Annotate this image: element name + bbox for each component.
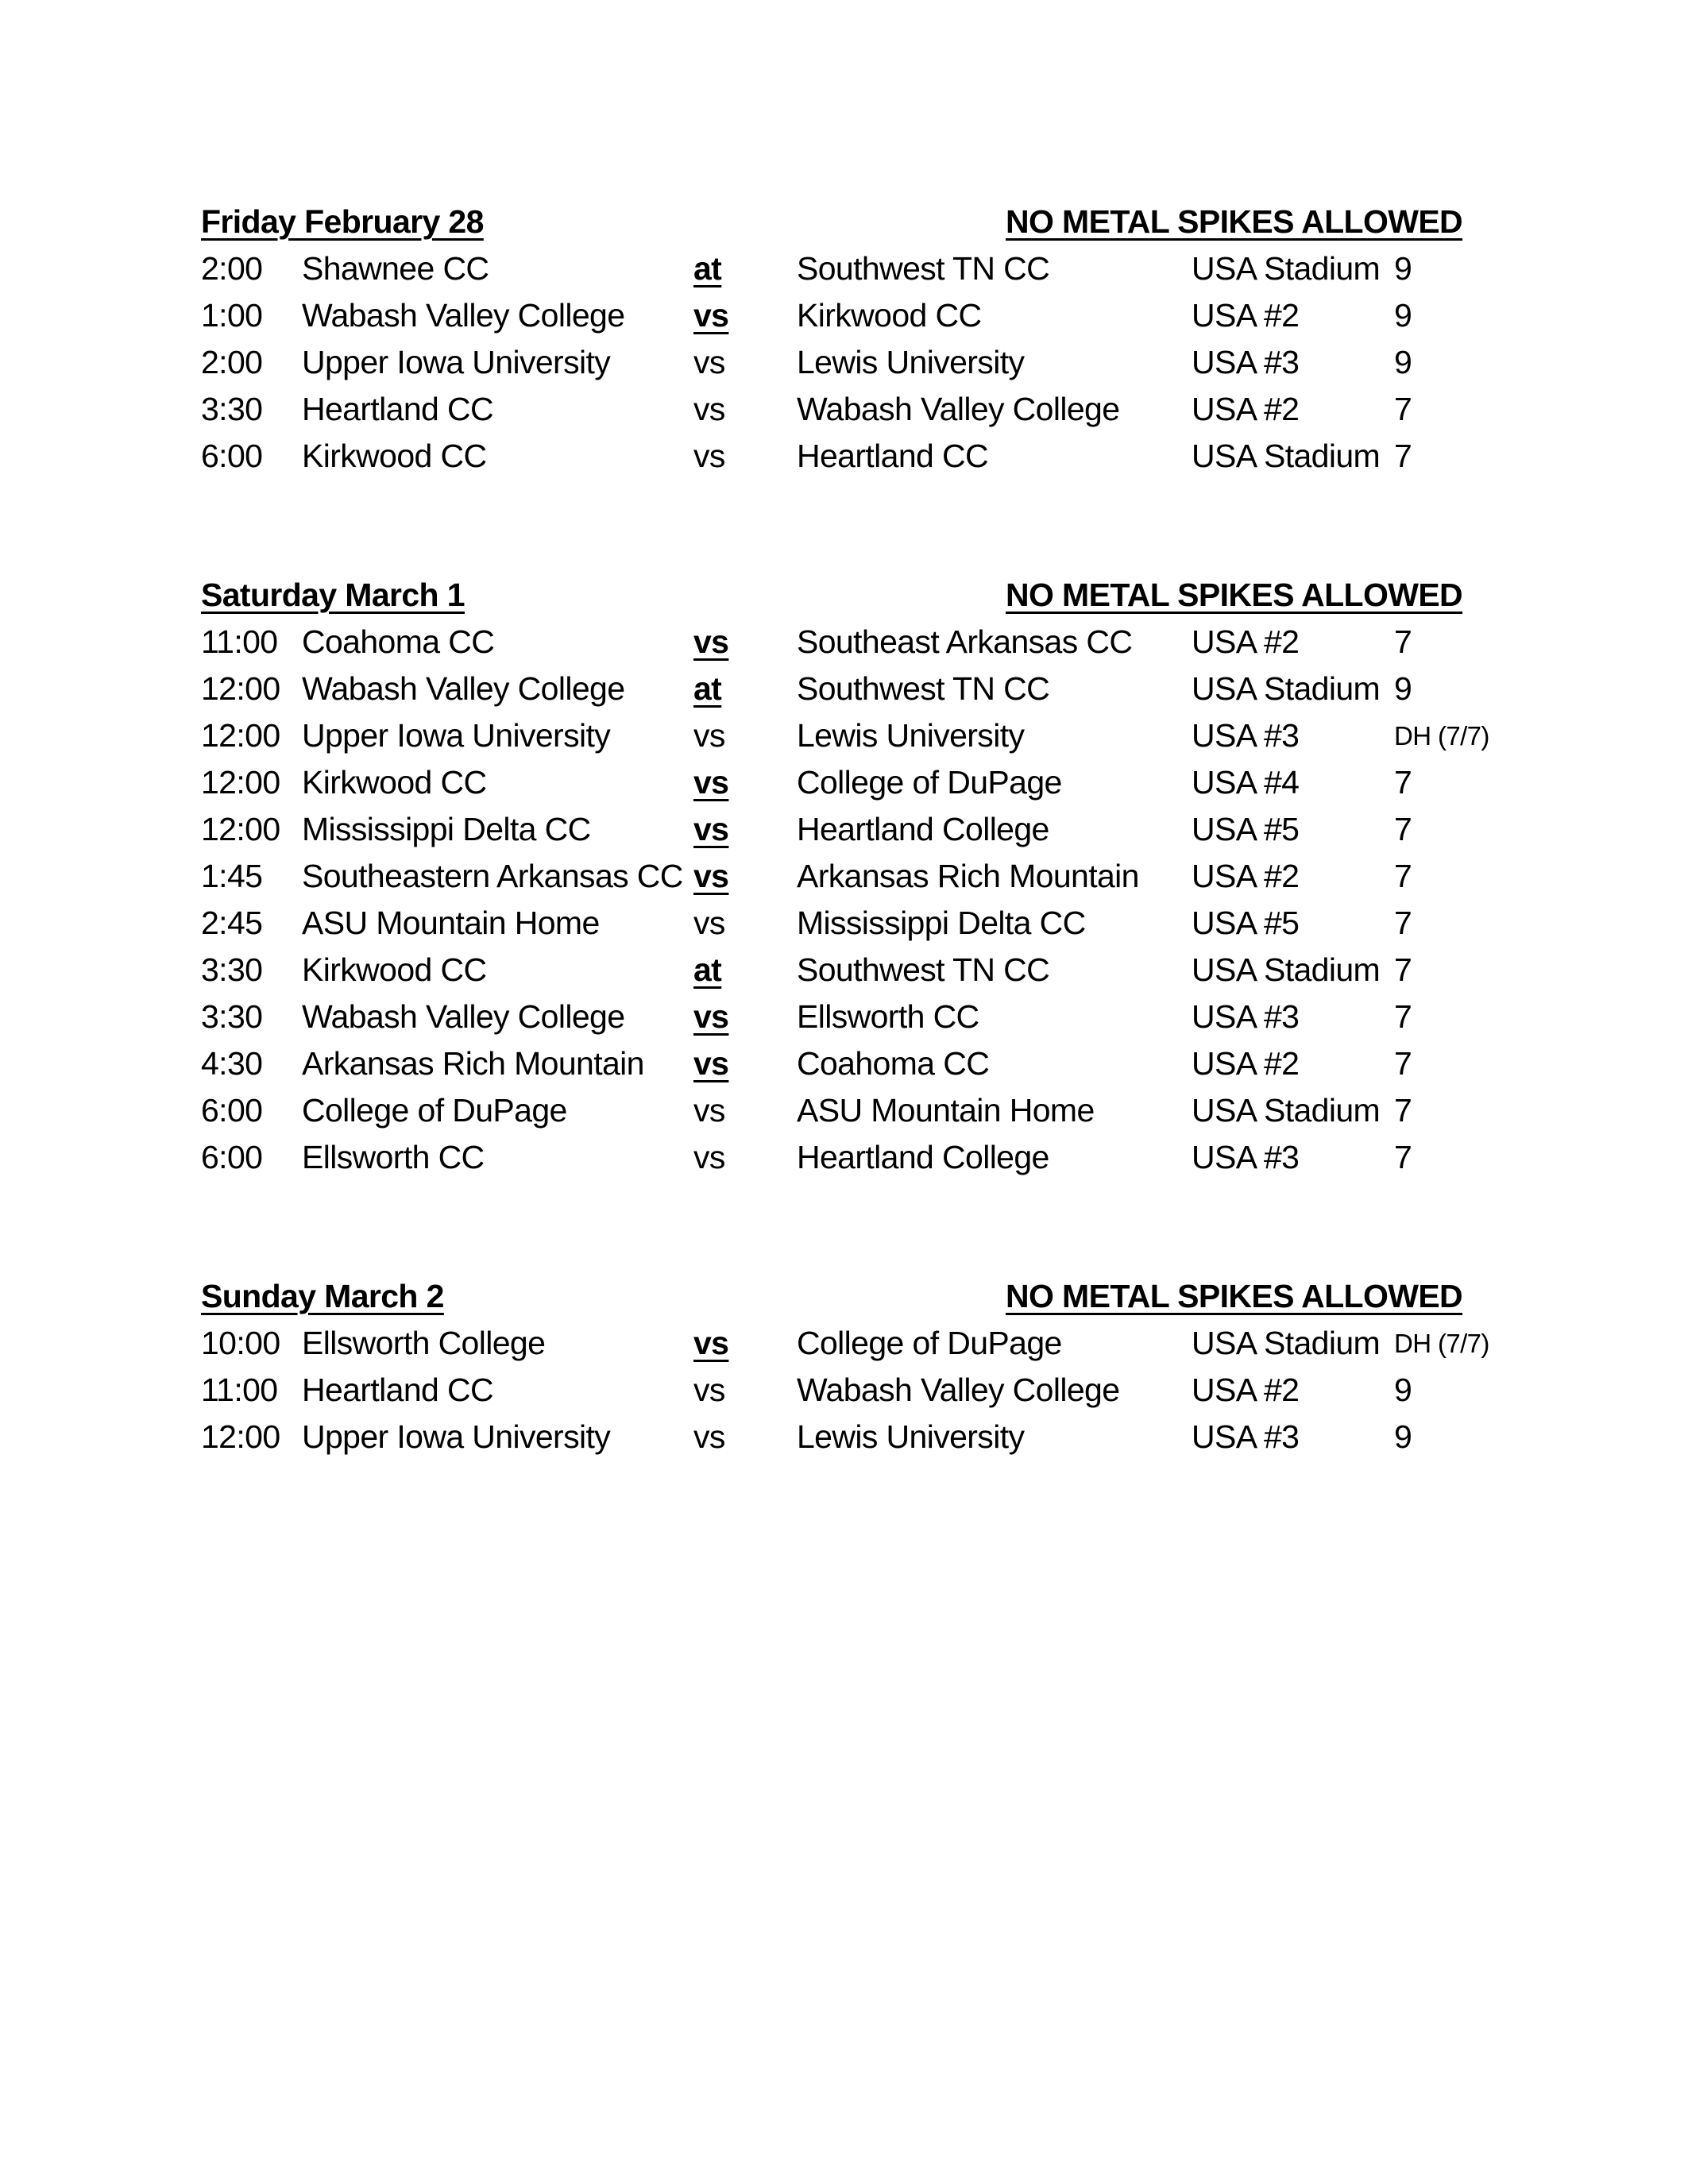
second-team: ASU Mountain Home [797,1092,1095,1129]
venue: USA #2 [1192,297,1300,334]
first-team: Kirkwood CC [302,764,487,801]
first-team: College of DuPage [302,1092,567,1129]
day-heading: Sunday March 2 [201,1278,444,1314]
second-team: Southwest TN CC [797,951,1050,988]
game-row [201,619,1591,666]
game-time: 10:00 [201,1325,280,1361]
innings-count: 7 [1394,858,1412,894]
innings-count: 7 [1394,1139,1412,1175]
innings-count: 9 [1394,1418,1412,1455]
second-team: Southeast Arkansas CC [797,623,1133,660]
innings-count: 7 [1394,998,1412,1035]
second-team: Wabash Valley College [797,1372,1120,1408]
matchup-conjunction: vs [693,623,729,660]
venue: USA #5 [1192,905,1300,941]
second-team: Heartland CC [797,438,989,474]
game-row [201,1367,1591,1414]
first-team: Heartland CC [302,1372,494,1408]
day-section [201,572,1591,1181]
game-time: 3:30 [201,391,263,427]
game-time: 3:30 [201,951,263,988]
first-team: Heartland CC [302,391,494,427]
game-row [201,712,1591,759]
venue: USA #2 [1192,1372,1300,1408]
first-team: Upper Iowa University [302,717,611,754]
innings-count: DH (7/7) [1394,1329,1489,1358]
second-team: Southwest TN CC [797,250,1050,287]
matchup-conjunction: vs [693,438,725,474]
second-team: Heartland College [797,1139,1049,1175]
matchup-conjunction: vs [693,858,729,894]
first-team: Kirkwood CC [302,438,487,474]
game-time: 1:00 [201,297,263,334]
venue: USA #3 [1192,1418,1300,1455]
venue: USA #4 [1192,764,1300,801]
innings-count: 9 [1394,670,1412,707]
first-team: Mississippi Delta CC [302,811,591,847]
section-rows [201,619,1591,1181]
first-team: Arkansas Rich Mountain [302,1045,644,1082]
matchup-conjunction: vs [693,998,729,1035]
game-row [201,386,1591,433]
game-time: 11:00 [201,1372,278,1408]
section-rows [201,1320,1591,1461]
innings-count: 7 [1394,811,1412,847]
game-row [201,994,1591,1040]
day-heading: Friday February 28 [201,203,484,240]
matchup-conjunction: vs [693,391,725,427]
matchup-conjunction: at [693,250,722,287]
second-team: College of DuPage [797,1325,1062,1361]
section-rows [201,245,1591,480]
game-row [201,1414,1591,1461]
second-team: Lewis University [797,344,1025,380]
first-team: Upper Iowa University [302,1418,611,1455]
day-section [201,1273,1591,1461]
innings-count: 9 [1394,344,1412,380]
game-time: 6:00 [201,1139,263,1175]
venue: USA #3 [1192,998,1300,1035]
matchup-conjunction: vs [693,1092,725,1129]
venue: USA #5 [1192,811,1300,847]
game-row [201,900,1591,947]
innings-count: 7 [1394,764,1412,801]
venue: USA Stadium [1192,670,1381,707]
game-row [201,806,1591,853]
innings-count: 7 [1394,1045,1412,1082]
game-row [201,339,1591,386]
section-heading-row [201,572,1591,619]
matchup-conjunction: vs [693,1325,729,1361]
no-metal-spikes-notice: NO METAL SPIKES ALLOWED [1006,577,1463,613]
innings-count: 9 [1394,297,1412,334]
section-heading-row [201,199,1591,245]
second-team: Coahoma CC [797,1045,990,1082]
game-time: 6:00 [201,438,263,474]
game-row [201,759,1591,806]
venue: USA #2 [1192,623,1300,660]
first-team: Wabash Valley College [302,998,625,1035]
game-row [201,1087,1591,1134]
game-row [201,853,1591,900]
first-team: Wabash Valley College [302,297,625,334]
no-metal-spikes-notice: NO METAL SPIKES ALLOWED [1006,203,1463,240]
game-row [201,1040,1591,1087]
innings-count: 7 [1394,391,1412,427]
matchup-conjunction: at [693,670,722,707]
second-team: Arkansas Rich Mountain [797,858,1139,894]
matchup-conjunction: at [693,951,722,988]
day-section [201,199,1591,480]
game-time: 6:00 [201,1092,263,1129]
matchup-conjunction: vs [693,297,729,334]
second-team: Kirkwood CC [797,297,982,334]
matchup-conjunction: vs [693,811,729,847]
venue: USA #3 [1192,344,1300,380]
venue: USA Stadium [1192,1092,1381,1129]
matchup-conjunction: vs [693,905,725,941]
first-team: Shawnee CC [302,250,489,287]
first-team: Ellsworth CC [302,1139,485,1175]
second-team: Southwest TN CC [797,670,1050,707]
schedule [201,199,1591,1461]
venue: USA #2 [1192,1045,1300,1082]
innings-count: 7 [1394,905,1412,941]
first-team: Ellsworth College [302,1325,546,1361]
matchup-conjunction: vs [693,1045,729,1082]
game-time: 2:00 [201,344,263,380]
innings-count: 9 [1394,250,1412,287]
game-time: 12:00 [201,811,280,847]
second-team: Ellsworth CC [797,998,979,1035]
game-time: 12:00 [201,764,280,801]
venue: USA #2 [1192,858,1300,894]
venue: USA #3 [1192,1139,1300,1175]
no-metal-spikes-notice: NO METAL SPIKES ALLOWED [1006,1278,1463,1314]
second-team: Mississippi Delta CC [797,905,1086,941]
first-team: Kirkwood CC [302,951,487,988]
first-team: Upper Iowa University [302,344,611,380]
matchup-conjunction: vs [693,1139,725,1175]
game-row [201,245,1591,292]
venue: USA Stadium [1192,951,1381,988]
game-row [201,1134,1591,1181]
matchup-conjunction: vs [693,1418,725,1455]
game-time: 2:00 [201,250,263,287]
game-time: 12:00 [201,1418,280,1455]
game-row [201,947,1591,994]
game-time: 1:45 [201,858,263,894]
innings-count: 7 [1394,623,1412,660]
game-row [201,1320,1591,1367]
second-team: Wabash Valley College [797,391,1120,427]
matchup-conjunction: vs [693,764,729,801]
section-heading-row [201,1273,1591,1320]
game-time: 2:45 [201,905,263,941]
first-team: Wabash Valley College [302,670,625,707]
innings-count: DH (7/7) [1394,721,1489,751]
game-row [201,433,1591,480]
matchup-conjunction: vs [693,1372,725,1408]
game-row [201,666,1591,712]
venue: USA #2 [1192,391,1300,427]
second-team: Lewis University [797,1418,1025,1455]
game-time: 3:30 [201,998,263,1035]
innings-count: 9 [1394,1372,1412,1408]
venue: USA Stadium [1192,438,1381,474]
venue: USA Stadium [1192,1325,1381,1361]
second-team: Heartland College [797,811,1049,847]
matchup-conjunction: vs [693,717,725,754]
second-team: Lewis University [797,717,1025,754]
first-team: ASU Mountain Home [302,905,600,941]
innings-count: 7 [1394,438,1412,474]
first-team: Coahoma CC [302,623,495,660]
game-time: 4:30 [201,1045,263,1082]
game-row [201,292,1591,339]
matchup-conjunction: vs [693,344,725,380]
game-time: 11:00 [201,623,278,660]
innings-count: 7 [1394,1092,1412,1129]
venue: USA Stadium [1192,250,1381,287]
innings-count: 7 [1394,951,1412,988]
venue: USA #3 [1192,717,1300,754]
game-time: 12:00 [201,670,280,707]
first-team: Southeastern Arkansas CC [302,858,683,894]
day-heading: Saturday March 1 [201,577,465,613]
game-time: 12:00 [201,717,280,754]
second-team: College of DuPage [797,764,1062,801]
